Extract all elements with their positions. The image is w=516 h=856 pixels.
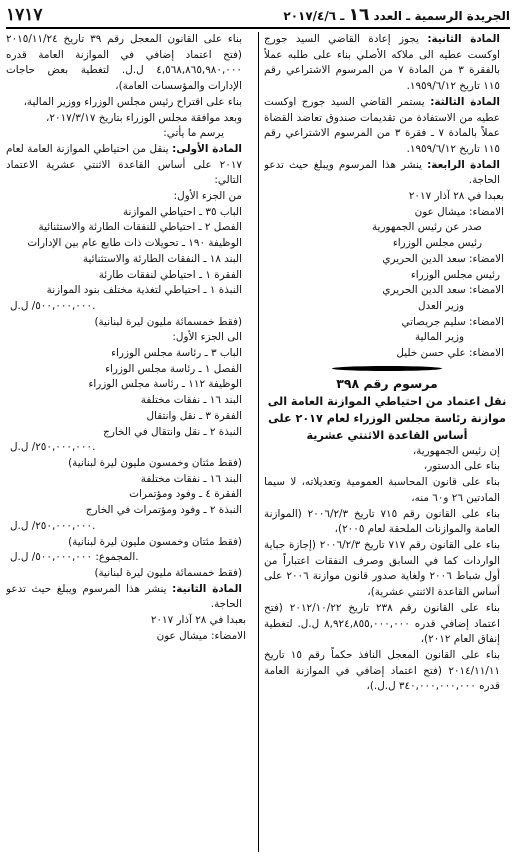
paragraph: بناء على القانون رقم ٧١٥ تاريخ ٢٠٠٦/٢/٣ (الموازنة العامة والموازنات الملحقة لعام ٢٠٠٥)، <box>264 507 501 536</box>
journal-header <box>283 5 510 25</box>
article-label: المادة الثانية: <box>172 582 242 595</box>
amount-line: المجموع: ٥٠٠,٠٠٠,٠٠٠/ ل.ل. <box>10 551 139 564</box>
page-number: ١٧١٧ <box>6 5 43 25</box>
column-divider <box>258 32 259 852</box>
paragraph: بناء على الدستور، <box>423 460 500 473</box>
paragraph: بناء على القانون رقم ٧١٧ تاريخ ٢٠٠٦/٢/٣ (إجازة جباية الواردات كما في السابق وصرف النفقات اعتباراً من أول شباط ٢٠٠٦ ولغاية صدور قانون موازنة ٢٠٠٦ على أساس القاعدة الاثنتي عشرية)، <box>264 538 500 599</box>
paragraph: يرسم ما يأتي: <box>163 127 224 140</box>
signature-line: بعبدا في ٢٨ آذار ٢٠١٧ <box>150 614 246 627</box>
article-text: يستمر القاضي السيد جورج اوكست عطيه من الاستفادة من تقديمات صندوق تعاضد القضاة عملاً بالمادة ٧ ـ فقرة ٣ من المرسوم الاشتراعي رقم ١١٥ تاريخ ١٩٥٩/٦/١٢. <box>264 95 500 155</box>
paragraph: الباب ٣ ـ رئاسة مجلس الوزراء <box>111 347 242 360</box>
left-column <box>6 32 252 852</box>
issue-number: ١٦ <box>348 5 370 25</box>
article-label: المادة الأولى: <box>172 142 242 155</box>
amount-line: ٢٥٠,٠٠٠,٠٠٠/ ل.ل. <box>10 441 96 454</box>
article-label: المادة الرابعة: <box>427 158 500 171</box>
paragraph: الوظيفة ١٩٠ ـ تحويلات ذات طابع عام بين الإدارات <box>27 237 242 250</box>
decree-heading: نقل اعتماد من احتياطي الموازنة العامة الى موازنة رئاسة مجلس الوزراء لعام ٢٠١٧ على أساس القاعدة الاثنتي عشرية <box>267 394 507 442</box>
paragraph: رئيس مجلس الوزراء <box>410 268 500 281</box>
article-paragraph <box>6 582 252 613</box>
article-paragraph <box>264 95 510 158</box>
journal-name: الجريدة الرسمية ـ العدد <box>373 9 510 23</box>
paragraph: النبذة ٢ ـ وفود ومؤتمرات في الخارج <box>85 504 242 517</box>
paragraph: الفقرة ٤ ـ وفود ومؤتمرات <box>129 488 242 501</box>
paragraph: النبذة ٢ ـ نقل وانتقال في الخارج <box>103 425 242 438</box>
paragraph: بناء على قانون المحاسبة العمومية وتعديلاته، لا سيما المادتين ٢٦ و٦٠ منه، <box>264 476 500 504</box>
paragraph: بناء على القانون المعجل رقم ٣٩ تاريخ ٢٠١٥/١١/٢٤ (فتح اعتماد إضافي في الموازنة العامة قدره ٤,٥٦٨,٨٦٥,٩٨٠,٠٠٠ ل.ل. لتغطية بعض حاجات الإدارات والمؤسسات العامة)، <box>6 33 243 93</box>
signature-line: بعبدا في ٢٨ آذار ٢٠١٧ <box>408 190 504 203</box>
article-paragraph <box>6 142 252 189</box>
signature-line: الامضاء: سعد الدين الحريري <box>382 252 504 265</box>
header-rule <box>6 27 510 29</box>
article-paragraph <box>264 32 510 95</box>
signatory-title: وزير العدل <box>417 299 464 312</box>
paragraph: من الجزء الأول: <box>173 190 242 203</box>
signature-line: الامضاء: ميشال عون <box>414 205 504 218</box>
paragraph: (فقط مئتان وخمسون مليون ليرة لبنانية) <box>68 535 242 548</box>
paragraph: الباب ٣٥ ـ احتياطي الموازنة <box>122 205 242 218</box>
right-column <box>264 32 510 852</box>
paragraph: الفصل ١ ـ رئاسة مجلس الوزراء <box>105 362 242 375</box>
paragraph: الفصل ٢ ـ احتياطي للنفقات الطارئة والاستثنائية <box>38 221 242 234</box>
paragraph: (فقط خمسمائة مليون ليرة لبنانية) <box>94 566 242 579</box>
paragraph: وبعد موافقة مجلس الوزراء بتاريخ ٢٠١٧/٣/١٧، <box>46 111 242 124</box>
paragraph: صدر عن رئيس الجمهورية <box>371 221 482 234</box>
paragraph: الفقرة ١ ـ احتياطي لنفقات طارئة <box>98 268 242 281</box>
section-separator <box>332 366 442 371</box>
amount-line: ٢٥٠,٠٠٠,٠٠٠/ ل.ل. <box>10 519 96 532</box>
paragraph: بناء على القانون رقم ٢٣٨ تاريخ ٢٠١٢/١٠/٢٢ (فتح اعتماد إضافي قدره ٨,٩٢٤,٨٥٥,٠٠٠,٠٠٠ ل.ل. لتغطية إنفاق العام ٢٠١٢)، <box>264 601 501 646</box>
paragraph: البند ١٦ ـ نفقات مختلفة <box>140 472 242 485</box>
amount-line: ٥٠٠,٠٠٠,٠٠٠/ ل.ل. <box>10 299 96 312</box>
article-label: المادة الثانية: <box>427 33 500 45</box>
article-label: المادة الثالثة: <box>430 95 500 108</box>
issue-date: ـ ٢٠١٧/٤/٦ <box>283 9 345 23</box>
article-text: ينشر هذا المرسوم ويبلغ حيث تدعو الحاجة. <box>264 158 500 187</box>
paragraph: بناء على القانون المعجل النافذ حكماً رقم ١٥ تاريخ ٢٠١٤/١١/١١ (فتح اعتماد إضافي في الموازنة العامة قدره ٣٤٠,٠٠٠,٠٠٠,٠٠٠ ل.ل.)، <box>264 648 500 693</box>
signature-line: الامضاء: علي حسن خليل <box>396 347 504 360</box>
paragraph: إن رئيس الجمهورية، <box>412 444 500 457</box>
decree-title: مرسوم رقم ٣٩٨ <box>336 375 438 391</box>
signature-line: الامضاء: سليم جريصاتي <box>401 315 504 328</box>
paragraph: الفقرة ٣ ـ نقل وانتقال <box>146 409 242 422</box>
article-text: يجوز إعادة القاضي السيد جورج اوكست عطيه الى ملاكه الأصلي بناء على طلبه عملاً بالفقرة ٣ من المادة ٧ من المرسوم الاشتراعي رقم ١١٥ تاريخ ١٩٥٩/٦/١٢. <box>264 33 500 93</box>
paragraph: النبذة ١ ـ احتياطي لتغذية مختلف بنود الموازنة <box>46 284 242 297</box>
paragraph: الى الجزء الأول: <box>172 331 242 344</box>
paragraph: (فقط مئتان وخمسون مليون ليرة لبنانية) <box>68 456 242 469</box>
paragraph: الوظيفة ١١٢ ـ رئاسة مجلس الوزراء <box>88 378 242 391</box>
page-header <box>6 4 510 26</box>
article-text: ينشر هذا المرسوم ويبلغ حيث تدعو الحاجة. <box>6 582 242 611</box>
signatory-title: وزير المالية <box>414 331 464 344</box>
paragraph: (فقط خمسمائة مليون ليرة لبنانية) <box>94 315 242 328</box>
signature-line: الامضاء: سعد الدين الحريري <box>382 284 504 297</box>
article-text: ينقل من احتياطي الموازنة العامة لعام ٢٠١٧ على أساس القاعدة الاثنتي عشرية الاعتماد التالي: <box>6 142 242 187</box>
article-paragraph <box>264 158 510 189</box>
paragraph: رئيس مجلس الوزراء <box>392 237 482 250</box>
paragraph: البند ١٨ ـ النفقات الطارئة والاستثنائية <box>82 252 242 265</box>
paragraph: البند ١٦ ـ نفقات مختلفة <box>140 394 242 407</box>
paragraph: بناء على اقتراح رئيس مجلس الوزراء ووزير المالية، <box>23 95 242 108</box>
signature-line: الامضاء: ميشال عون <box>156 629 246 642</box>
